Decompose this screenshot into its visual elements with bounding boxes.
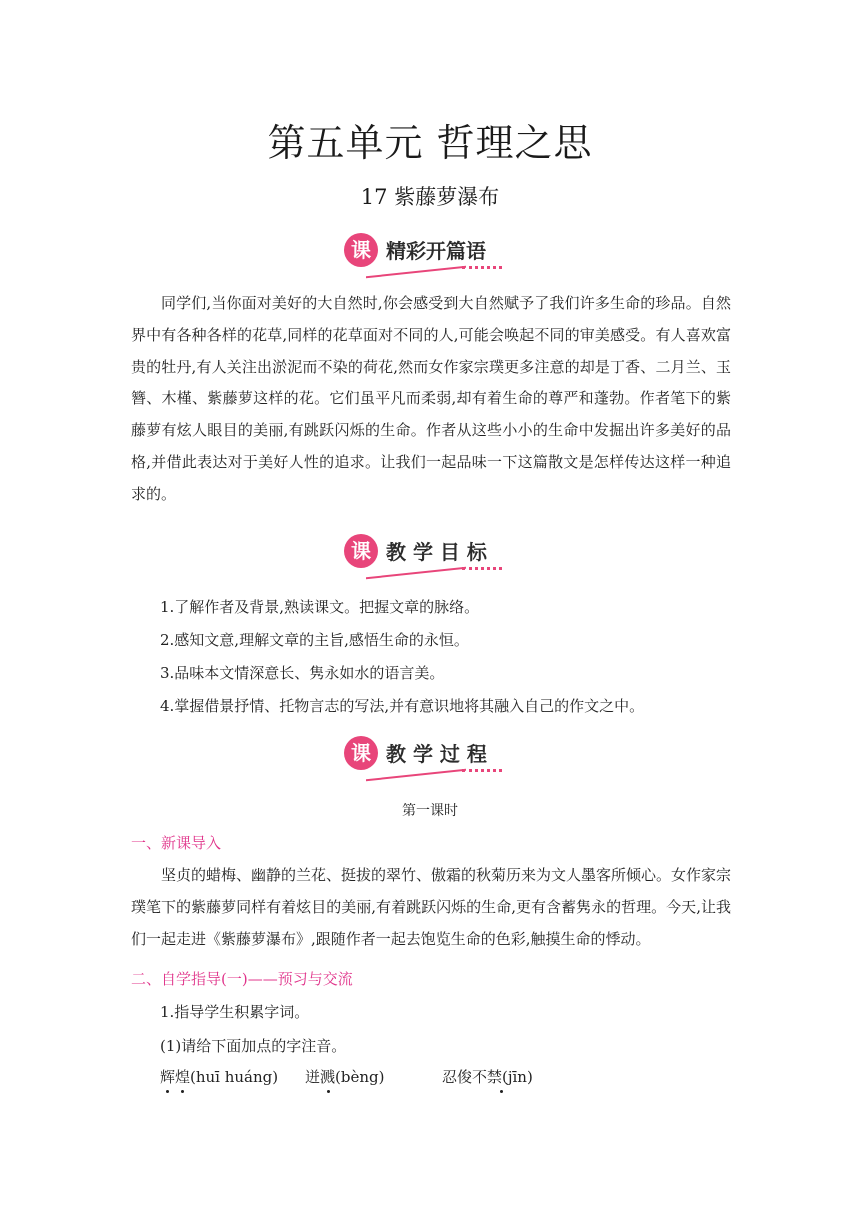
lesson-badge-icon: 课 <box>344 736 378 770</box>
banner-goals <box>344 534 514 580</box>
banner-process-label: 教 学 过 程 <box>386 742 487 766</box>
banner-underline <box>366 567 466 580</box>
banner-dots <box>462 266 502 269</box>
goal-item: 1.了解作者及背景,熟读课文。把握文章的脉络。 <box>160 598 480 616</box>
goal-item: 2.感知文意,理解文章的主旨,感悟生命的永恒。 <box>160 631 469 649</box>
emphasis-dot <box>181 1090 184 1093</box>
section-heading-intro: 一、新课导入 <box>131 834 222 852</box>
pinyin-item: 辉煌(huī huáng) <box>160 1068 279 1086</box>
banner-goals-label: 教 学 目 标 <box>386 540 487 564</box>
intro-paragraph: 同学们,当你面对美好的大自然时,你会感受到大自然赋予了我们许多生命的珍品。自然界中有各种各样的花草,同样的花草面对不同的人,可能会唤起不同的审美感受。有人喜欢富贵的牡丹,有人关注出淤泥而不染的荷花,然而女作家宗璞更多注意的却是丁香、二月兰、玉簪、木槿、紫藤萝这样的花。它们虽平凡而柔弱,却有着生命的尊严和蓬勃。作者笔下的紫藤萝有炫人眼目的美丽,有跳跃闪烁的生命。作者从这些小小的生命中发掘出许多美好的品格,并借此表达对于美好人性的追求。让我们一起品味一下这篇散文是怎样传达这样一种追求的。 <box>131 294 731 503</box>
pinyin-item: 迸溅(bèng) <box>305 1068 385 1086</box>
section1-paragraph: 坚贞的蜡梅、幽静的兰花、挺拔的翠竹、傲霜的秋菊历来为文人墨客所倾心。女作家宗璞笔下的紫藤萝同样有着炫目的美丽,有着跳跃闪烁的生命,更有含蓄隽永的哲理。今天,让我们一起走进《紫藤萝瀑布》,跟随作者一起去饱览生命的色彩,触摸生命的悸动。 <box>131 866 732 948</box>
goal-item: 4.掌握借景抒情、托物言志的写法,并有意识地将其融入自己的作文之中。 <box>160 697 645 715</box>
emphasis-dot <box>166 1090 169 1093</box>
emphasis-dot <box>327 1090 330 1093</box>
banner-dots <box>462 567 502 570</box>
pinyin-exercise-row <box>160 1066 760 1096</box>
instruction-subitem: (1)请给下面加点的字注音。 <box>160 1037 347 1055</box>
unit-title: 第五单元 哲理之思 <box>267 121 593 165</box>
lesson-badge-icon: 课 <box>344 534 378 568</box>
emphasis-dot <box>500 1090 503 1093</box>
instruction-item: 1.指导学生积累字词。 <box>160 1003 310 1021</box>
lesson-badge-icon: 课 <box>344 233 378 267</box>
lesson-period-label: 第一课时 <box>402 803 458 819</box>
lesson-title: 17 紫藤萝瀑布 <box>360 185 500 209</box>
goal-item: 3.品味本文情深意长、隽永如水的语言美。 <box>160 664 445 682</box>
banner-underline <box>366 266 466 279</box>
banner-intro <box>344 233 514 279</box>
banner-intro-label: 精彩开篇语 <box>386 239 486 263</box>
banner-dots <box>462 769 502 772</box>
banner-process <box>344 736 514 782</box>
section-heading-self-study: 二、自学指导(一)——预习与交流 <box>131 970 353 988</box>
banner-underline <box>366 769 466 782</box>
pinyin-item: 忍俊不禁(jīn) <box>442 1068 533 1086</box>
